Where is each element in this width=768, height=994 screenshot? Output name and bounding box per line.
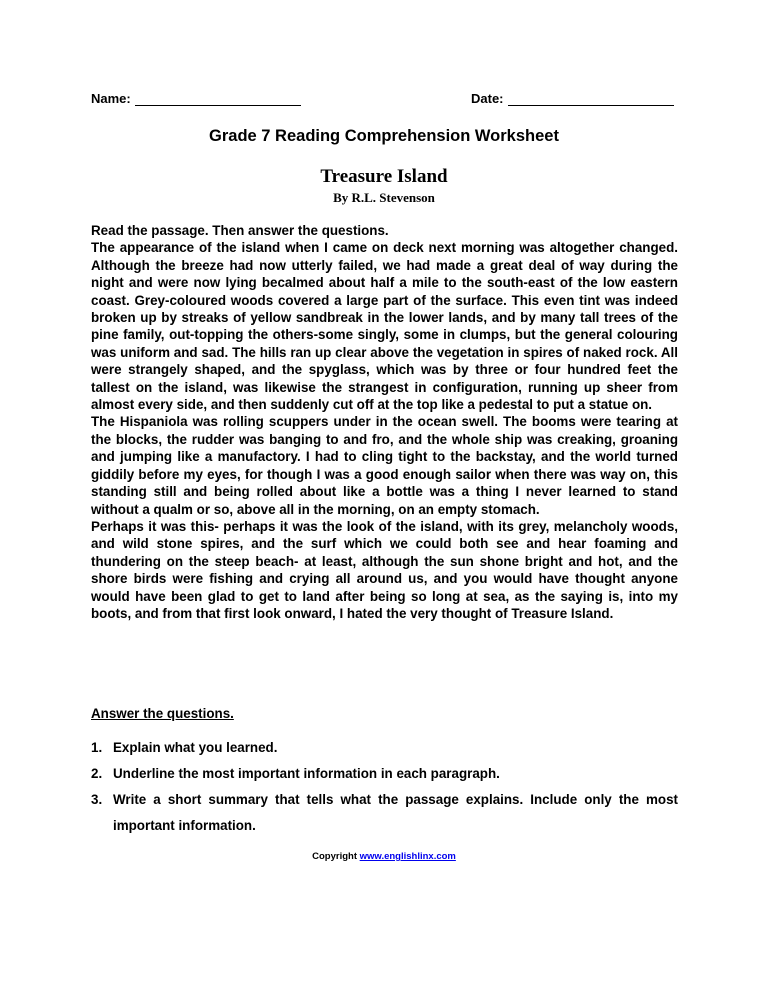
question-text: Write a short summary that tells what the passage explains. Include only the most important information. — [113, 792, 678, 833]
name-label: Name: — [91, 91, 131, 106]
author-line: By R.L. Stevenson — [333, 190, 435, 205]
instruction-text: Read the passage. Then answer the questions. — [91, 223, 389, 238]
question-item — [91, 787, 678, 839]
copyright-footer — [0, 851, 768, 862]
question-list — [91, 735, 678, 839]
reading-passage — [91, 222, 678, 622]
passage-paragraph-2: The Hispaniola was rolling scuppers under in the ocean swell. The booms were tearing at the blocks, the rudder was banging to and fro, and the whole ship was creaking, groaning and jumping like a manufactory. I had to cling tight to the backstay, and the world turned giddily before my eyes, for though I was a good enough sailor when there was way on, this standing still and being rolled about like a bottle was a thing I never learned to stand without a qualm or so, above all in the morning, on an empty stomach. — [91, 414, 678, 517]
answer-heading: Answer the questions. — [91, 706, 234, 721]
copyright-link[interactable]: www.englishlinx.com — [359, 851, 456, 862]
question-number: 1. — [91, 740, 103, 755]
question-item — [91, 735, 678, 761]
question-number: 3. — [91, 792, 103, 807]
name-field — [91, 91, 301, 106]
question-text: Explain what you learned. — [113, 740, 278, 755]
story-title: Treasure Island — [320, 166, 448, 187]
copyright-label: Copyright — [312, 851, 357, 862]
question-item — [91, 761, 678, 787]
passage-paragraph-1: The appearance of the island when I came on deck next morning was altogether changed. Although the breeze had now utterly failed, we had made a great deal of way during the night and were now lying becalmed about half a mile to the south-east of the low eastern coast. Grey-coloured woods covered a large part of the surface. This even tint was indeed broken up by streaks of yellow sandbreak in the lower lands, and by many tall trees of the pine family, out-topping the others-some singly, some in clumps, but the general colouring was uniform and sad. The hills ran up clear above the vegetation in spires of naked rock. All were strangely shaped, and the spyglass, which was by three or four hundred feet the tallest on the island, was likewise the strangest in configuration, running up sheer from almost every side, and then suddenly cut off at the top like a pedestal to put a statue on. — [91, 240, 678, 413]
header-fields — [91, 91, 676, 111]
question-number: 2. — [91, 766, 103, 781]
worksheet-title: Grade 7 Reading Comprehension Worksheet — [209, 127, 559, 145]
date-blank-line — [508, 92, 674, 106]
question-text: Underline the most important information in each paragraph. — [113, 766, 500, 781]
date-field — [471, 91, 674, 106]
passage-paragraph-3: Perhaps it was this- perhaps it was the look of the island, with its grey, melancholy woods, and wild stone spires, and the surf which we could both see and hear foaming and thundering on the steep beach- at least, although the sun shone bright and hot, and the shore birds were fishing and crying all around us, and you would have thought anyone would have been glad to get to land after being so long at sea, as the saying is, into my boots, and from that first look onward, I hated the very thought of Treasure Island. — [91, 518, 678, 621]
date-label: Date: — [471, 91, 504, 106]
name-blank-line — [135, 92, 301, 106]
